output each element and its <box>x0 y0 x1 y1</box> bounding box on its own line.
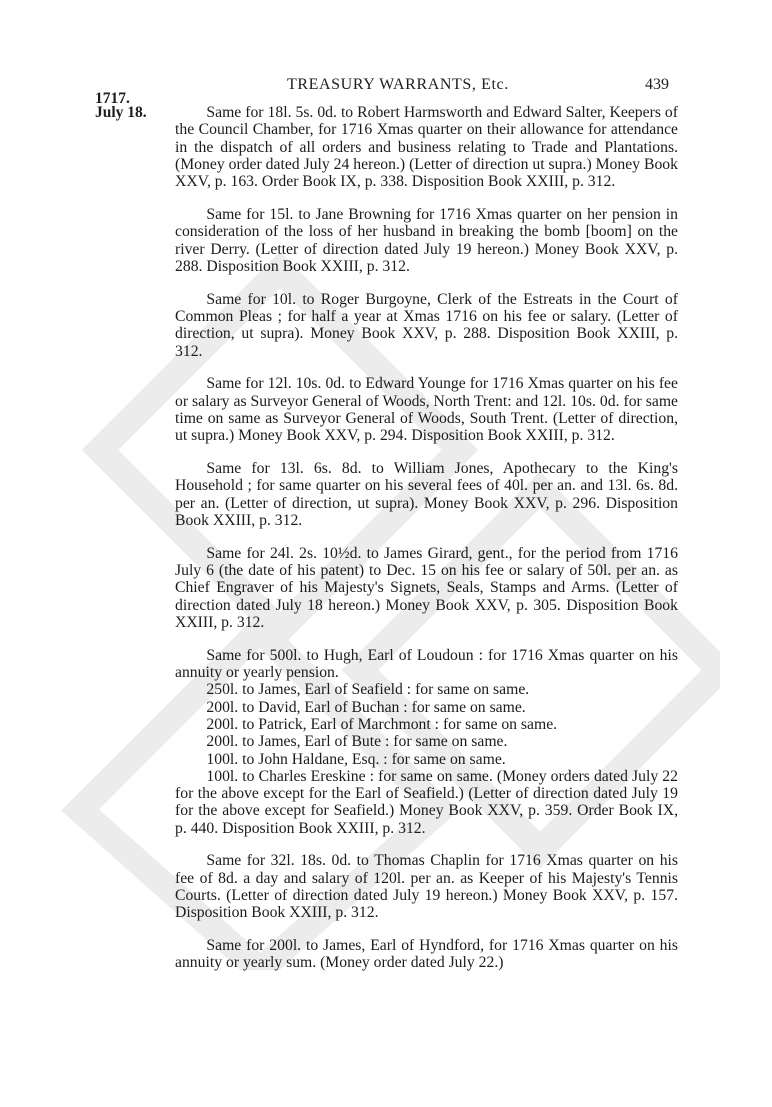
entry-loudoun: Same for 500l. to Hugh, Earl of Loudoun : for 1716 Xmas quarter on his annuity or yearly pension. <box>175 646 678 682</box>
document-body <box>175 104 678 987</box>
entry-seafield: 250l. to James, Earl of Seafield : for same on same. <box>206 681 530 699</box>
running-title: TREASURY WARRANTS, Etc. <box>287 76 509 93</box>
entry-ereskine: 100l. to Charles Ereskine : for same on same. (Money orders dated July 22 for the above except for the Earl of Seafield.) (Letter of direction dated July 19 for the above except for Seafield.) Money Book XXV, p. 359. Order Book IX, p. 440. Disposition Book XXIII, p. 312. <box>175 767 678 837</box>
entry-haldane: 100l. to John Haldane, Esq. : for same on same. <box>206 750 506 768</box>
entry-burgoyne: Same for 10l. to Roger Burgoyne, Clerk of the Estreats in the Court of Common Pleas ; for half a year at Xmas 1716 on his fee or salary. (Letter of direction, ut supra). Money Book XXV, p. 288. Disposition Book XXIII, p. 312. <box>175 290 678 360</box>
entry-harmsworth-salter: Same for 18l. 5s. 0d. to Robert Harmsworth and Edward Salter, Keepers of the Council Chamber, for 1716 Xmas quarter on their allowance for attendance in the dispatch of all orders and business relating to Trade and Plantations. (Money order dated July 24 hereon.) (Letter of direction ut supra.) Money Book XXV, p. 163. Order Book IX, p. 338. Disposition Book XXIII, p. 312. <box>175 104 678 191</box>
entry-girard: Same for 24l. 2s. 10½d. to James Girard, gent., for the period from 1716 July 6 (the date of his patent) to Dec. 15 on his fee or salary of 50l. per an. as Chief Engraver of his Majesty's Signets, Seals, Stamps and Arms. (Letter of direction dated July 18 hereon.) Money Book XXV, p. 305. Disposition Book XXIII, p. 312. <box>175 544 678 631</box>
margin-date: July 18. <box>95 104 147 121</box>
entry-jones: Same for 13l. 6s. 8d. to William Jones, Apothecary to the King's Household ; for same quarter on his several fees of 40l. per an. and 13l. 6s. 8d. per an. (Letter of direction, ut supra). Money Book XXV, p. 296. Disposition Book XXIII, p. 312. <box>175 460 678 529</box>
entry-browning: Same for 15l. to Jane Browning for 1716 Xmas quarter on her pension in consideration of the loss of her husband in breaking the bomb [boom] on the river Derry. (Letter of direction dated July 19 hereon.) Money Book XXV, p. 288. Disposition Book XXIII, p. 312. <box>175 205 678 275</box>
entry-chaplin: Same for 32l. 18s. 0d. to Thomas Chaplin for 1716 Xmas quarter on his fee of 8d. a day and salary of 120l. per an. as Keeper of his Majesty's Tennis Courts. (Letter of direction dated July 19 hereon.) Money Book XXV, p. 157. Disposition Book XXIII, p. 312. <box>175 852 678 922</box>
entry-loudoun-group <box>175 647 678 837</box>
page-number: 439 <box>645 76 669 93</box>
entry-younge: Same for 12l. 10s. 0d. to Edward Younge for 1716 Xmas quarter on his fee or salary as Surveyor General of Woods, North Trent: and 12l. 10s. 0d. for same time on same as Surveyor General of Woods, South Trent. (Letter of direction, ut supra.) Money Book XXV, p. 294. Disposition Book XXIII, p. 312. <box>175 375 678 445</box>
entry-bute: 200l. to James, Earl of Bute : for same on same. <box>206 733 508 751</box>
entry-hyndford: Same for 200l. to James, Earl of Hyndford, for 1716 Xmas quarter on his annuity or yearly sum. (Money order dated July 22.) <box>175 937 678 972</box>
entry-marchmont: 200l. to Patrick, Earl of Marchmont : for same on same. <box>206 715 558 733</box>
entry-buchan: 200l. to David, Earl of Buchan : for same on same. <box>206 698 526 716</box>
margin-year: 1717. <box>95 90 130 107</box>
